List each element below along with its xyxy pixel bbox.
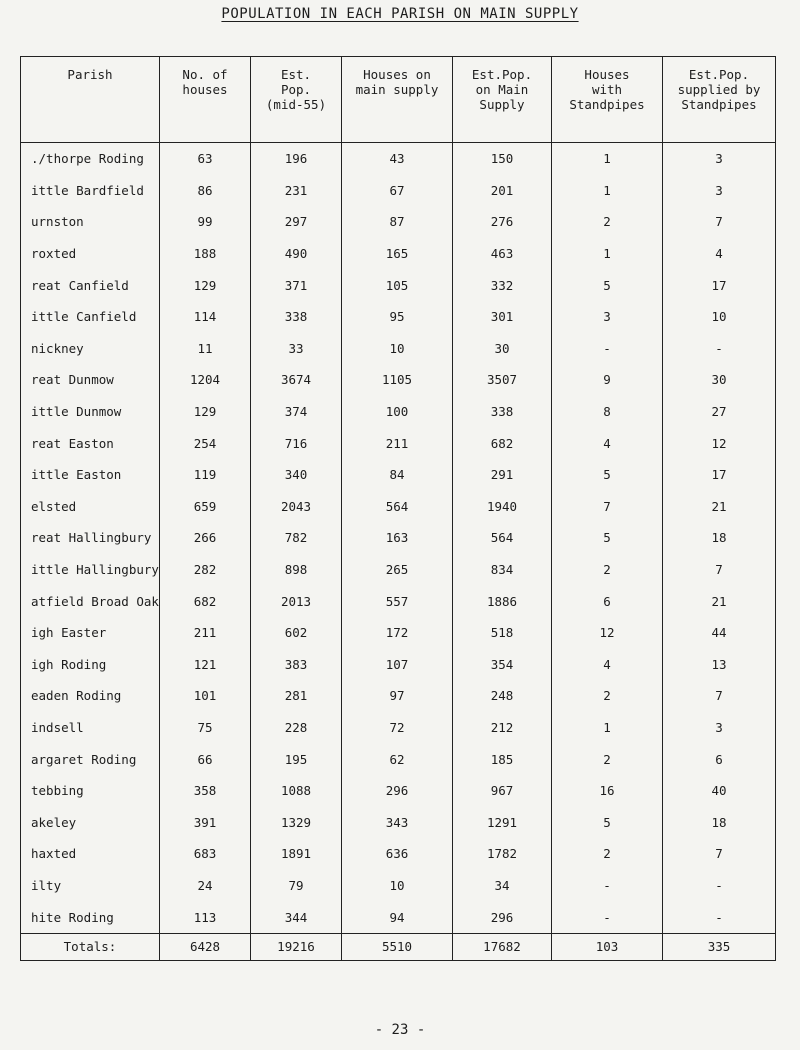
parish-name: roxted <box>21 238 160 270</box>
standpipes-cell: 2 <box>552 206 663 238</box>
standpipe-pop-cell: - <box>663 870 776 902</box>
table-header-row <box>21 57 776 143</box>
parish-name: nickney <box>21 333 160 365</box>
parish-name: ittle Hallingbury <box>21 554 160 586</box>
main-houses-cell: 107 <box>342 649 453 681</box>
main-houses-cell: 87 <box>342 206 453 238</box>
main-pop-cell: 1782 <box>453 838 552 870</box>
standpipes-cell: 1 <box>552 143 663 175</box>
parish-name: urnston <box>21 206 160 238</box>
standpipe-pop-cell: 30 <box>663 364 776 396</box>
pop-cell: 340 <box>251 459 342 491</box>
houses-cell: 358 <box>160 775 251 807</box>
table-row <box>21 269 776 301</box>
parish-name: akeley <box>21 806 160 838</box>
standpipe-pop-cell: 4 <box>663 238 776 270</box>
main-pop-cell: 301 <box>453 301 552 333</box>
table-row <box>21 743 776 775</box>
standpipe-pop-cell: 17 <box>663 459 776 491</box>
standpipes-cell: 4 <box>552 649 663 681</box>
pop-cell: 1891 <box>251 838 342 870</box>
main-houses-cell: 10 <box>342 870 453 902</box>
standpipes-cell: 1 <box>552 712 663 744</box>
main-houses-cell: 43 <box>342 143 453 175</box>
parish-name: argaret Roding <box>21 743 160 775</box>
table-row <box>21 870 776 902</box>
table-row <box>21 680 776 712</box>
main-houses-cell: 95 <box>342 301 453 333</box>
pop-cell: 281 <box>251 680 342 712</box>
table-row <box>21 554 776 586</box>
main-houses-cell: 1105 <box>342 364 453 396</box>
table-row <box>21 585 776 617</box>
main-pop-cell: 34 <box>453 870 552 902</box>
main-houses-cell: 343 <box>342 806 453 838</box>
standpipes-cell: 6 <box>552 585 663 617</box>
main-houses-cell: 296 <box>342 775 453 807</box>
houses-cell: 113 <box>160 901 251 933</box>
houses-cell: 114 <box>160 301 251 333</box>
main-pop-cell: 338 <box>453 396 552 428</box>
houses-cell: 66 <box>160 743 251 775</box>
main-pop-cell: 291 <box>453 459 552 491</box>
totals-row <box>21 933 776 960</box>
standpipe-pop-cell: 17 <box>663 269 776 301</box>
main-houses-cell: 62 <box>342 743 453 775</box>
parish-name: indsell <box>21 712 160 744</box>
main-houses-cell: 10 <box>342 333 453 365</box>
parish-name: reat Dunmow <box>21 364 160 396</box>
table-row <box>21 301 776 333</box>
pop-cell: 602 <box>251 617 342 649</box>
standpipes-cell: 5 <box>552 269 663 301</box>
main-pop-cell: 201 <box>453 175 552 207</box>
main-houses-cell: 636 <box>342 838 453 870</box>
standpipes-cell: 5 <box>552 806 663 838</box>
main-pop-cell: 30 <box>453 333 552 365</box>
parish-name: ilty <box>21 870 160 902</box>
parish-name: reat Canfield <box>21 269 160 301</box>
table-row <box>21 522 776 554</box>
pop-cell: 1329 <box>251 806 342 838</box>
header-standpipes <box>552 57 663 143</box>
pop-cell: 374 <box>251 396 342 428</box>
table-row <box>21 238 776 270</box>
header-standpipe-pop-line: Standpipes <box>681 97 757 112</box>
table-row <box>21 901 776 933</box>
header-houses-line: No. of <box>182 67 228 82</box>
pop-cell: 898 <box>251 554 342 586</box>
parish-name: ittle Easton <box>21 459 160 491</box>
houses-cell: 211 <box>160 617 251 649</box>
main-houses-cell: 211 <box>342 427 453 459</box>
pop-cell: 344 <box>251 901 342 933</box>
pop-cell: 228 <box>251 712 342 744</box>
standpipes-cell: 7 <box>552 491 663 523</box>
standpipes-cell: 2 <box>552 680 663 712</box>
houses-cell: 24 <box>160 870 251 902</box>
pop-cell: 338 <box>251 301 342 333</box>
header-houses <box>160 57 251 143</box>
header-main-pop-line: Est.Pop. <box>471 67 533 82</box>
houses-cell: 86 <box>160 175 251 207</box>
standpipe-pop-cell: 40 <box>663 775 776 807</box>
main-houses-cell: 105 <box>342 269 453 301</box>
header-main-pop <box>453 57 552 143</box>
main-pop-cell: 967 <box>453 775 552 807</box>
houses-cell: 682 <box>160 585 251 617</box>
main-pop-cell: 1291 <box>453 806 552 838</box>
main-pop-cell: 185 <box>453 743 552 775</box>
standpipes-cell: 5 <box>552 522 663 554</box>
standpipe-pop-cell: - <box>663 901 776 933</box>
main-houses-cell: 94 <box>342 901 453 933</box>
main-pop-cell: 682 <box>453 427 552 459</box>
parish-name: atfield Broad Oak <box>21 585 160 617</box>
totals-main-pop: 17682 <box>453 933 552 960</box>
pop-cell: 1088 <box>251 775 342 807</box>
standpipes-cell: 1 <box>552 238 663 270</box>
header-standpipe-pop-line: supplied by <box>677 82 761 97</box>
table-row <box>21 838 776 870</box>
parish-supply-table <box>20 56 776 961</box>
houses-cell: 683 <box>160 838 251 870</box>
parish-name: tebbing <box>21 775 160 807</box>
houses-cell: 75 <box>160 712 251 744</box>
standpipes-cell: 2 <box>552 554 663 586</box>
standpipes-cell: 12 <box>552 617 663 649</box>
main-pop-cell: 3507 <box>453 364 552 396</box>
totals-main-houses: 5510 <box>342 933 453 960</box>
standpipe-pop-cell: 3 <box>663 712 776 744</box>
pop-cell: 33 <box>251 333 342 365</box>
standpipe-pop-cell: 18 <box>663 806 776 838</box>
houses-cell: 659 <box>160 491 251 523</box>
table-row <box>21 459 776 491</box>
header-main-pop-line: Supply <box>479 97 525 112</box>
table-row <box>21 175 776 207</box>
standpipe-pop-cell: 10 <box>663 301 776 333</box>
parish-name: ittle Dunmow <box>21 396 160 428</box>
main-houses-cell: 172 <box>342 617 453 649</box>
standpipe-pop-cell: 7 <box>663 554 776 586</box>
houses-cell: 391 <box>160 806 251 838</box>
main-pop-cell: 332 <box>453 269 552 301</box>
parish-name: haxted <box>21 838 160 870</box>
table-row <box>21 206 776 238</box>
header-pop <box>251 57 342 143</box>
parish-name: eaden Roding <box>21 680 160 712</box>
pop-cell: 3674 <box>251 364 342 396</box>
header-pop-line: Pop. <box>280 82 312 97</box>
parish-name: reat Easton <box>21 427 160 459</box>
houses-cell: 129 <box>160 269 251 301</box>
houses-cell: 63 <box>160 143 251 175</box>
houses-cell: 188 <box>160 238 251 270</box>
standpipes-cell: 4 <box>552 427 663 459</box>
main-houses-cell: 100 <box>342 396 453 428</box>
standpipes-cell: 8 <box>552 396 663 428</box>
table-row <box>21 649 776 681</box>
pop-cell: 195 <box>251 743 342 775</box>
main-pop-cell: 834 <box>453 554 552 586</box>
header-parish-label: Parish <box>67 67 113 82</box>
parish-name: igh Roding <box>21 649 160 681</box>
houses-cell: 11 <box>160 333 251 365</box>
header-standpipe-pop-line: Est.Pop. <box>688 67 750 82</box>
houses-cell: 129 <box>160 396 251 428</box>
main-pop-cell: 248 <box>453 680 552 712</box>
parish-name: elsted <box>21 491 160 523</box>
pop-cell: 196 <box>251 143 342 175</box>
standpipes-cell: - <box>552 333 663 365</box>
standpipe-pop-cell: 6 <box>663 743 776 775</box>
parish-name: ittle Canfield <box>21 301 160 333</box>
standpipe-pop-cell: - <box>663 333 776 365</box>
main-pop-cell: 463 <box>453 238 552 270</box>
table-row <box>21 143 776 175</box>
header-houses-line: houses <box>182 82 228 97</box>
main-pop-cell: 1940 <box>453 491 552 523</box>
main-houses-cell: 163 <box>342 522 453 554</box>
standpipes-cell: 2 <box>552 838 663 870</box>
header-main-houses-line: Houses on <box>363 67 431 82</box>
table-row <box>21 333 776 365</box>
standpipes-cell: - <box>552 870 663 902</box>
header-parish <box>21 57 160 143</box>
main-houses-cell: 265 <box>342 554 453 586</box>
houses-cell: 121 <box>160 649 251 681</box>
pop-cell: 79 <box>251 870 342 902</box>
main-houses-cell: 97 <box>342 680 453 712</box>
main-pop-cell: 296 <box>453 901 552 933</box>
standpipe-pop-cell: 27 <box>663 396 776 428</box>
main-pop-cell: 212 <box>453 712 552 744</box>
parish-name: reat Hallingbury <box>21 522 160 554</box>
header-main-pop-line: on Main <box>475 82 529 97</box>
parish-name: ./thorpe Roding <box>21 143 160 175</box>
header-pop-line: Est. <box>280 67 312 82</box>
header-main-houses-line: main supply <box>355 82 439 97</box>
main-pop-cell: 276 <box>453 206 552 238</box>
houses-cell: 101 <box>160 680 251 712</box>
pop-cell: 490 <box>251 238 342 270</box>
main-pop-cell: 1886 <box>453 585 552 617</box>
table-row <box>21 396 776 428</box>
standpipes-cell: - <box>552 901 663 933</box>
pop-cell: 231 <box>251 175 342 207</box>
standpipe-pop-cell: 21 <box>663 585 776 617</box>
pop-cell: 716 <box>251 427 342 459</box>
header-standpipes-line: Standpipes <box>569 97 645 112</box>
standpipe-pop-cell: 44 <box>663 617 776 649</box>
pop-cell: 782 <box>251 522 342 554</box>
houses-cell: 1204 <box>160 364 251 396</box>
houses-cell: 119 <box>160 459 251 491</box>
main-pop-cell: 564 <box>453 522 552 554</box>
totals-standpipe-pop: 335 <box>663 933 776 960</box>
header-pop-line: (mid-55) <box>265 97 327 112</box>
standpipe-pop-cell: 12 <box>663 427 776 459</box>
page-number: - 23 - <box>374 1022 426 1038</box>
main-houses-cell: 72 <box>342 712 453 744</box>
pop-cell: 371 <box>251 269 342 301</box>
parish-name: igh Easter <box>21 617 160 649</box>
standpipes-cell: 2 <box>552 743 663 775</box>
pop-cell: 2043 <box>251 491 342 523</box>
table-row <box>21 427 776 459</box>
houses-cell: 282 <box>160 554 251 586</box>
standpipes-cell: 3 <box>552 301 663 333</box>
houses-cell: 99 <box>160 206 251 238</box>
standpipe-pop-cell: 21 <box>663 491 776 523</box>
standpipe-pop-cell: 3 <box>663 143 776 175</box>
houses-cell: 266 <box>160 522 251 554</box>
header-standpipes-line: with <box>591 82 623 97</box>
pop-cell: 383 <box>251 649 342 681</box>
standpipe-pop-cell: 18 <box>663 522 776 554</box>
totals-label: Totals: <box>21 933 160 960</box>
standpipe-pop-cell: 3 <box>663 175 776 207</box>
totals-pop: 19216 <box>251 933 342 960</box>
main-pop-cell: 150 <box>453 143 552 175</box>
standpipes-cell: 16 <box>552 775 663 807</box>
main-houses-cell: 67 <box>342 175 453 207</box>
table-body <box>21 143 776 961</box>
header-standpipe-pop <box>663 57 776 143</box>
totals-houses: 6428 <box>160 933 251 960</box>
totals-standpipes: 103 <box>552 933 663 960</box>
main-pop-cell: 354 <box>453 649 552 681</box>
standpipes-cell: 5 <box>552 459 663 491</box>
page-title: POPULATION IN EACH PARISH ON MAIN SUPPLY <box>221 6 579 22</box>
pop-cell: 2013 <box>251 585 342 617</box>
table-row <box>21 775 776 807</box>
main-houses-cell: 84 <box>342 459 453 491</box>
pop-cell: 297 <box>251 206 342 238</box>
main-pop-cell: 518 <box>453 617 552 649</box>
main-houses-cell: 564 <box>342 491 453 523</box>
header-standpipes-line: Houses <box>584 67 630 82</box>
standpipe-pop-cell: 13 <box>663 649 776 681</box>
table-row <box>21 364 776 396</box>
table-row <box>21 617 776 649</box>
standpipes-cell: 9 <box>552 364 663 396</box>
houses-cell: 254 <box>160 427 251 459</box>
header-main-houses <box>342 57 453 143</box>
standpipe-pop-cell: 7 <box>663 680 776 712</box>
main-houses-cell: 557 <box>342 585 453 617</box>
table-row <box>21 712 776 744</box>
parish-name: ittle Bardfield <box>21 175 160 207</box>
table-row <box>21 491 776 523</box>
table-row <box>21 806 776 838</box>
main-houses-cell: 165 <box>342 238 453 270</box>
standpipe-pop-cell: 7 <box>663 838 776 870</box>
parish-name: hite Roding <box>21 901 160 933</box>
standpipes-cell: 1 <box>552 175 663 207</box>
standpipe-pop-cell: 7 <box>663 206 776 238</box>
